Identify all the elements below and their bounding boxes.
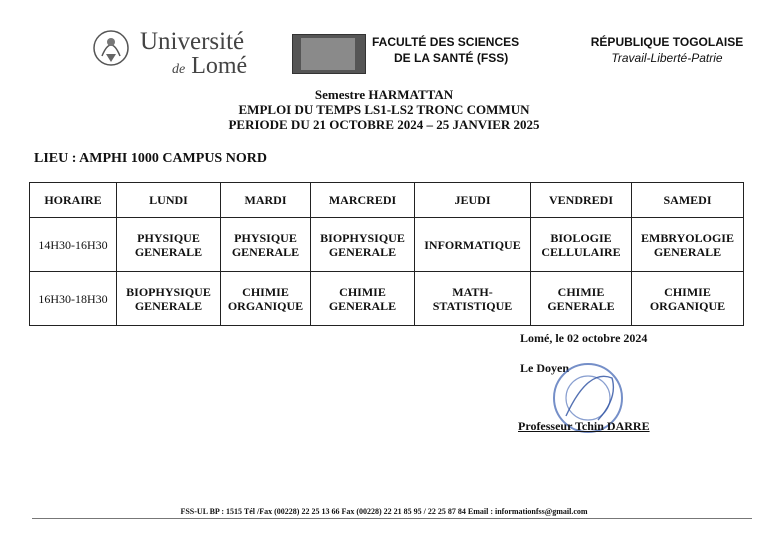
course-cell: BIOLOGIE CELLULAIRE [531,218,632,272]
course-cell: MATH-STATISTIQUE [415,272,531,326]
header-cell: LUNDI [117,183,221,218]
signature-date: Lomé, le 02 octobre 2024 [520,331,648,345]
timetable-header-row [30,183,744,218]
faculty-logo [292,34,366,74]
course-cell: INFORMATIQUE [415,218,531,272]
course-cell: CHIMIE ORGANIQUE [221,272,311,326]
header-cell: MARCREDI [311,183,415,218]
table-row [30,218,744,272]
header-cell: JEUDI [415,183,531,218]
header-cell: HORAIRE [30,183,117,218]
timetable [29,182,744,326]
location-label: LIEU : AMPHI 1000 CAMPUS NORD [34,151,267,166]
header-cell: VENDREDI [531,183,632,218]
footer-contact: FSS-UL BP : 1515 Tél /Fax (00228) 22 25 13 66 Fax (00228) 22 21 85 95 / 22 25 87 84 Email : informationfss@gmail.com [180,507,588,516]
course-cell: CHIMIE GENERALE [531,272,632,326]
faculty-line1: FACULTÉ DES SCIENCES [372,35,520,49]
university-name [140,30,247,82]
university-line2: Lomé [191,53,248,79]
course-cell: PHYSIQUE GENERALE [117,218,221,272]
course-cell: BIOPHYSIQUE GENERALE [311,218,415,272]
time-cell: 14H30-16H30 [30,218,117,272]
table-row [30,272,744,326]
republic-name: RÉPUBLIQUE TOGOLAISE [590,35,744,49]
header-cell: MARDI [221,183,311,218]
republic-motto: Travail-Liberté-Patrie [611,51,723,65]
signature-name: Professeur Tchin DARRE [518,419,650,433]
schedule-label: EMPLOI DU TEMPS LS1-LS2 TRONC COMMUN [238,102,530,117]
document-title [0,87,768,132]
university-de: de [172,62,186,77]
university-emblem-icon [92,28,130,70]
faculty-line2: DE LA SANTÉ (FSS) [394,51,509,65]
header-cell: SAMEDI [632,183,744,218]
period-label: PERIODE DU 21 OCTOBRE 2024 – 25 JANVIER 2025 [228,117,540,132]
faculty-title [372,34,519,66]
course-cell: PHYSIQUE GENERALE [221,218,311,272]
republic-block [590,34,744,66]
course-cell: CHIMIE GENERALE [311,272,415,326]
course-cell: CHIMIE ORGANIQUE [632,272,744,326]
time-cell: 16H30-18H30 [30,272,117,326]
semester-label: Semestre HARMATTAN [314,87,454,102]
signature-role: Le Doyen [520,361,569,375]
footer-divider [32,518,752,519]
course-cell: EMBRYOLOGIE GENERALE [632,218,744,272]
university-line1: Université [140,28,245,55]
course-cell: BIOPHYSIQUE GENERALE [117,272,221,326]
